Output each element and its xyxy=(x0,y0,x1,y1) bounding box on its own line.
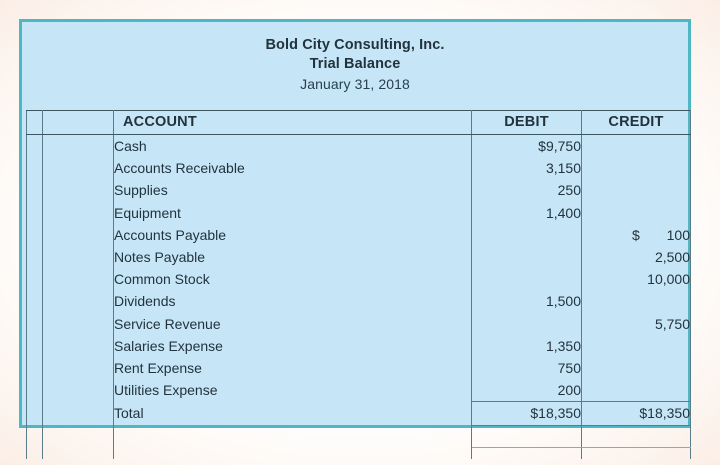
cell-credit-amount xyxy=(582,357,691,379)
row-spacer-narrow xyxy=(27,379,43,402)
row-spacer-wide xyxy=(43,357,114,379)
cell-account-name: Salaries Expense xyxy=(114,335,472,357)
row-spacer-narrow xyxy=(27,335,43,357)
row-spacer-narrow xyxy=(27,357,43,379)
table-row xyxy=(27,135,691,158)
cell-credit-amount xyxy=(582,379,691,402)
header-spacer-wide xyxy=(43,111,114,135)
row-spacer-narrow xyxy=(27,268,43,290)
cell-account-name: Notes Payable xyxy=(114,246,472,268)
row-spacer-wide xyxy=(43,379,114,402)
cell-debit-amount: 750 xyxy=(472,357,582,379)
row-spacer-narrow xyxy=(27,179,43,201)
row-spacer-narrow xyxy=(27,202,43,224)
header-credit: CREDIT xyxy=(582,111,691,135)
row-spacer-wide xyxy=(43,268,114,290)
table-header-row xyxy=(27,111,691,135)
cell-account-name: Supplies xyxy=(114,179,472,201)
header-spacer-narrow xyxy=(27,111,43,135)
row-spacer-wide xyxy=(43,202,114,224)
row-spacer-wide xyxy=(43,290,114,312)
cell-debit-amount: 250 xyxy=(472,179,582,201)
table-row xyxy=(27,313,691,335)
cell-debit-amount: 1,400 xyxy=(472,202,582,224)
row-spacer-narrow xyxy=(27,157,43,179)
trial-balance-table xyxy=(26,110,691,459)
cell-account-name: Dividends xyxy=(114,290,472,312)
cell-credit-amount xyxy=(582,135,691,158)
cell-account-name: Cash xyxy=(114,135,472,158)
table-row xyxy=(27,335,691,357)
row-spacer-wide xyxy=(43,335,114,357)
cell-debit-amount: 1,350 xyxy=(472,335,582,357)
cell-debit-amount xyxy=(472,313,582,335)
table-tail-strip xyxy=(27,447,691,459)
cell-debit-amount xyxy=(472,224,582,246)
total-spacer-narrow xyxy=(27,402,43,425)
row-spacer-wide xyxy=(43,313,114,335)
cell-account-name: Utilities Expense xyxy=(114,379,472,402)
cell-credit-amount xyxy=(582,202,691,224)
table-row xyxy=(27,290,691,312)
table-row xyxy=(27,246,691,268)
company-name: Bold City Consulting, Inc. xyxy=(265,37,445,53)
table-row xyxy=(27,157,691,179)
statement-title: Trial Balance xyxy=(309,56,401,72)
table-body xyxy=(27,135,691,459)
row-spacer-narrow xyxy=(27,313,43,335)
table-row xyxy=(27,379,691,402)
table-row xyxy=(27,224,691,246)
cell-debit-amount xyxy=(472,268,582,290)
trial-balance-panel xyxy=(19,19,691,428)
row-spacer-wide xyxy=(43,135,114,158)
row-spacer-narrow xyxy=(27,290,43,312)
cell-credit-amount: 10,000 xyxy=(582,268,691,290)
cell-credit-amount xyxy=(582,179,691,201)
statement-heading xyxy=(22,22,688,94)
table-row xyxy=(27,202,691,224)
cell-account-name: Equipment xyxy=(114,202,472,224)
cell-total-debit: $18,350 xyxy=(472,402,582,425)
table-row xyxy=(27,357,691,379)
row-spacer-narrow xyxy=(27,135,43,158)
cell-debit-amount: $9,750 xyxy=(472,135,582,158)
cell-account-name: Common Stock xyxy=(114,268,472,290)
cell-account-name: Accounts Receivable xyxy=(114,157,472,179)
row-spacer-wide xyxy=(43,224,114,246)
cell-debit-amount: 1,500 xyxy=(472,290,582,312)
row-spacer-wide xyxy=(43,179,114,201)
cell-credit-amount xyxy=(582,157,691,179)
row-spacer-wide xyxy=(43,157,114,179)
total-spacer-wide xyxy=(43,402,114,425)
cell-credit-amount: 5,750 xyxy=(582,313,691,335)
row-spacer-narrow xyxy=(27,224,43,246)
header-account: ACCOUNT xyxy=(114,111,472,135)
cell-credit-amount: $ 100 xyxy=(582,224,691,246)
table-row xyxy=(27,268,691,290)
cell-account-name: Service Revenue xyxy=(114,313,472,335)
cell-account-name: Accounts Payable xyxy=(114,224,472,246)
row-spacer-wide xyxy=(43,246,114,268)
cell-debit-amount xyxy=(472,246,582,268)
cell-total-label: Total xyxy=(114,402,472,425)
total-double-rule xyxy=(27,425,691,447)
table-total-row xyxy=(27,402,691,425)
cell-account-name: Rent Expense xyxy=(114,357,472,379)
row-spacer-narrow xyxy=(27,246,43,268)
cell-total-credit: $18,350 xyxy=(582,402,691,425)
ledger-area xyxy=(26,110,690,422)
cell-credit-amount xyxy=(582,335,691,357)
cell-debit-amount: 200 xyxy=(472,379,582,402)
table-row xyxy=(27,179,691,201)
cell-credit-amount xyxy=(582,290,691,312)
statement-date: January 31, 2018 xyxy=(300,76,410,92)
header-debit: DEBIT xyxy=(472,111,582,135)
cell-debit-amount: 3,150 xyxy=(472,157,582,179)
cell-credit-amount: 2,500 xyxy=(582,246,691,268)
